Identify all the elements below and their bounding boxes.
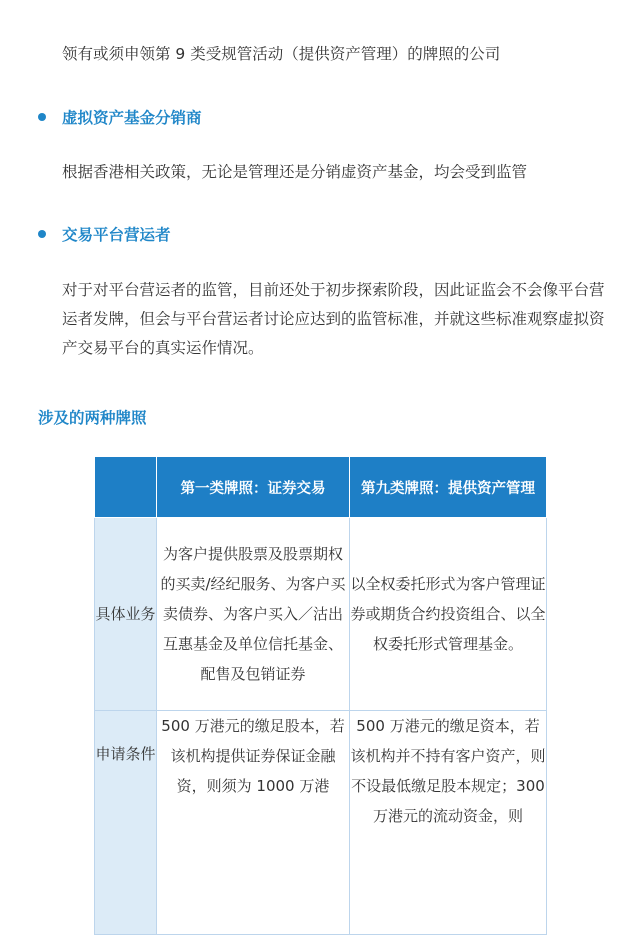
bullet-paragraph: 对于对平台营运者的监管，目前还处于初步探索阶段，因此证监会不会像平台营运者发牌，但会与平台营运者讨论应达到的监管标准，并就这些标准观察虚拟资产交易平台的真实运作情况。 — [62, 281, 605, 357]
bullet-heading-fund-distributor — [38, 106, 202, 128]
table-cell: 以全权委托形式为客户管理证券或期货合约投资组合、以全权委托形式管理基金。 — [350, 518, 547, 711]
table-header-row — [95, 457, 547, 518]
bullet-paragraph: 根据香港相关政策，无论是管理还是分销虚资产基金，均会受到监管 — [62, 163, 528, 181]
bullet-dot-icon — [38, 113, 46, 121]
col-header-type1: 第一类牌照：证券交易 — [157, 457, 350, 518]
table-cell: 500 万港元的缴足资本，若该机构并不持有客户资产，则不设最低缴足股本规定；300 万港元的流动资金，则 — [350, 711, 547, 935]
row-label: 具体业务 — [95, 518, 157, 711]
table-cell: 500 万港元的缴足股本，若该机构提供证券保证金融资，则须为 1000 万港 — [157, 711, 350, 935]
row-label: 申请条件 — [95, 711, 157, 935]
table-row — [95, 711, 547, 935]
bullet-heading-platform-operator — [38, 223, 171, 245]
license-table — [94, 456, 547, 935]
table-cell: 为客户提供股票及股票期权的买卖/经纪服务、为客户买卖债券、为客户买入／沽出互惠基金及单位信托基金、配售及包销证券 — [157, 518, 350, 711]
table-row — [95, 518, 547, 711]
bullet-title: 虚拟资产基金分销商 — [62, 109, 202, 127]
bullet-dot-icon — [38, 230, 46, 238]
bullet-title: 交易平台营运者 — [62, 226, 171, 244]
intro-line: 领有或须申领第 9 类受规管活动（提供资产管理）的牌照的公司 — [62, 45, 501, 63]
table-corner-cell — [95, 457, 157, 518]
col-header-type9: 第九类牌照：提供资产管理 — [350, 457, 547, 518]
section-title: 涉及的两种牌照 — [38, 409, 147, 427]
